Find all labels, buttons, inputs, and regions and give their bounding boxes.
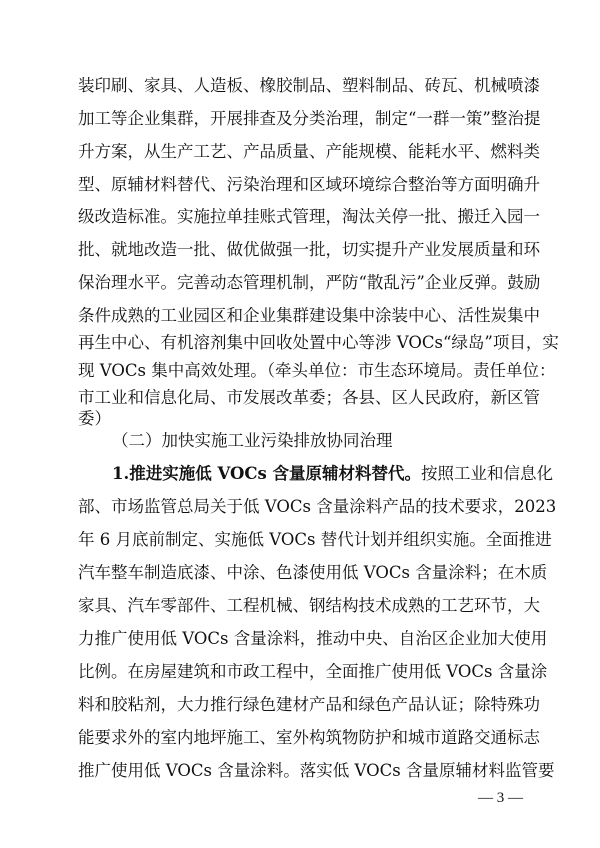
text-line: 推广使用低 VOCs 含量涂料。落实低 VOCs 含量原辅材料监管要	[78, 761, 555, 780]
paragraph-lead-rest: 按照工业和信息化	[421, 464, 554, 483]
text-line: 加工等企业集群，开展排查及分类治理，制定“一群一策”整治提	[78, 109, 541, 128]
text-line: 保治理水平。完善动态管理机制，严防“散乱污”企业反弹。鼓励	[78, 273, 541, 292]
text-line: 力推广使用低 VOCs 含量涂料，推动中央、自治区企业加大使用	[78, 629, 548, 648]
section-heading: （二）加快实施工业污染排放协同治理	[112, 431, 393, 450]
text-line: 委）	[78, 409, 111, 428]
text-line: 市工业和信息化局、市发展改革委；各县、区人民政府，新区管	[78, 388, 540, 407]
paragraph-first-line	[112, 458, 554, 490]
text-line: 批、就地改造一批、做优做强一批，切实提升产业发展质量和环	[78, 240, 540, 259]
text-line: 家具、汽车零部件、工程机械、钢结构技术成熟的工艺环节，大	[78, 596, 540, 615]
text-line: 条件成熟的工业园区和企业集群建设集中涂装中心、活性炭集中	[78, 306, 540, 325]
paragraph-lead-bold: 1.推进实施低 VOCs 含量原辅材料替代。	[112, 464, 422, 483]
text-line: 级改造标准。实施拉单挂账式管理，淘汰关停一批、搬迁入园一	[78, 207, 540, 226]
text-line: 装印刷、家具、人造板、橡胶制品、塑料制品、砖瓦、机械喷漆	[78, 76, 540, 95]
text-line: 升方案，从生产工艺、产品质量、产能规模、能耗水平、燃料类	[78, 142, 540, 161]
text-line: 部、市场监管总局关于低 VOCs 含量涂料产品的技术要求，2023	[78, 497, 557, 516]
text-line: 现 VOCs 集中高效处理。（牵头单位：市生态环境局。责任单位：	[78, 361, 556, 380]
text-line: 料和胶粘剂，大力推行绿色建材产品和绿色产品认证；除特殊功	[78, 695, 540, 714]
text-line: 年 6 月底前制定、实施低 VOCs 替代计划并组织实施。全面推进	[78, 530, 552, 549]
text-line: 型、原辅材料替代、污染治理和区域环境综合整治等方面明确升	[78, 175, 540, 194]
text-line: 比例。在房屋建筑和市政工程中，全面推广使用低 VOCs 含量涂	[78, 662, 548, 681]
page-number: — 3 —	[478, 790, 523, 806]
text-line: 能要求外的室内地坪施工、室外构筑物防护和城市道路交通标志	[78, 728, 540, 747]
text-line: 再生中心、有机溶剂集中回收处置中心等涉 VOCs“绿岛”项目，实	[78, 333, 559, 352]
text-line: 汽车整车制造底漆、中涂、色漆使用低 VOCs 含量涂料；在木质	[78, 563, 548, 582]
